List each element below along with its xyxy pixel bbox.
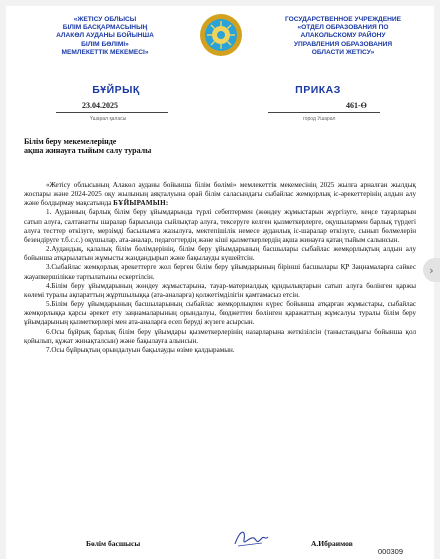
header-left [34,16,176,57]
subject-line: Білім беру мекемелерінде [24,137,117,146]
header-right [260,16,426,57]
document-page [6,6,434,559]
header-left-line: АЛАКӨЛ АУДАНЫ БОЙЫНША [56,32,154,40]
intro-text: «Жетісу облысының Алакөл ауданы бойынша білім бөлімі» мемлекеттік мекемесінің 2025 жылға арналған жылдық жоспары және 2024-2025 оқу жылының аяқталуына орай білім саласындағы сыбайлас жемқорлық іс-әрекеттерінің алдын алу және болдырмау мақсатында [24,181,416,208]
paragraph-6: 6.Осы бұйрық барлық білім беру ұйымдары қызметкерлерінің назарларына жеткізілсін (таныстандығы бойынша қол қойылып, құжат жинақталсын) және бақылауға алынсын. [24,327,416,345]
doc-type-kazakh [66,84,166,96]
order-body [24,181,416,355]
order-word: БҰЙЫРАМЫН: [113,199,169,208]
city-kz: Үшарал қаласы [90,116,127,122]
paragraph-4: 4.Білім беру ұйымдарының жөндеу жұмыстарына, тауар-материалдық құндылықтарын сатып алуға бөлінген қаржы көлемі туралы ақпараттың жұртшылыққа (ата-аналарға) қолжетімділігін қамтамасыз етсін. [24,281,416,299]
state-emblem-icon [198,12,244,58]
header-left-line: «ЖЕТІСУ ОБЛЫСЫ [73,16,137,23]
header-right-line: ГОСУДАРСТВЕННОЕ УЧРЕЖДЕНИЕ [284,16,402,23]
document-serial-number: 000309 [378,547,404,556]
date-underline [56,112,168,113]
doc-title-kz: БҰЙРЫҚ [92,84,140,96]
doc-title-ru: ПРИКАЗ [295,84,341,96]
subject-line: ақша жинауға тыйым салу туралы [24,146,152,155]
signer-name: А.Ибраимов [311,539,353,548]
header-right-line: ОБЛАСТИ ЖЕТІСУ» [311,48,375,56]
intro-paragraph [24,181,416,208]
order-date: 23.04.2025 [82,101,118,110]
next-page-button[interactable] [423,258,440,282]
paragraph-7: 7.Осы бұйрықтың орындалуын бақылауды өзіме қалдырамын. [46,345,235,354]
header-left-line: БІЛІМ БАСҚАРМАСЫНЫҢ [62,24,148,32]
order-subject [24,137,151,155]
header-right-line: УПРАВЛЕНИЯ ОБРАЗОВАНИЯ [293,40,393,48]
city-ru: город Ушарал [303,116,336,122]
number-underline [268,112,380,113]
paragraph-5: 5.Білім беру ұйымдарының басшыларының сыбайлас жемқорлықпен күрес бойынша атқарған жұмыстары, сыбайлас жемқорлыққа қарсы әрекет ету заңнамаларының орындалуы, бюджеттен бөлінген қаражаттың жұмсалуы туралы білім беру ұйымдарының қызметкерлері мен ата-аналарға есеп беруді жүзеге асырсын. [24,300,416,327]
paragraph-1: 1. Ауданның барлық білім беру ұйымдарында түрлі себептермен (жөндеу жұмыстарын жүргізуге, кеңсе тауарларын сатып алуға, салтанатты шаралар барысында сыйлықтар алуға, тексеруге келген қызметкерлерге, оқушылармен барлық түрдегі алуға тесттер өткізуге, мерзімді басылымға жазылуға, мектепішілік немесе ауданлық іс-шаралар өткізуге, сынып бөлмелерін безендіруге т.б.с.с.) оқушылар, ата-аналар, педагогтердің және кіші қызметкерлердің ақша жинауға қатаң тыйым салынсын. [24,208,416,244]
signer-position: Бөлім басшысы [86,539,141,548]
header-left-line: МЕМЛЕКЕТТІК МЕКЕМЕСІ» [61,48,149,56]
header-left-line: БІЛІМ БӨЛІМІ» [81,40,129,48]
header-right-line: АЛАКОЛЬСКОМУ РАЙОНУ [300,32,386,40]
order-number: 461-Ө [346,101,367,110]
chevron-right-icon: › [429,263,434,277]
paragraph-2: 2.Аудандық, қалалық білім бөлімдерінің, білім беру ұйымдарының басшылары сыбайлас жемқорлықтың алдын алу бойынша атқарылатын жұмысты жандандырып және бақылауды күшейтсін. [24,245,416,263]
header-right-line: «ОТДЕЛ ОБРАЗОВАНИЯ ПО [297,24,389,32]
handwritten-signature [232,526,270,550]
doc-type-russian [268,84,368,96]
paragraph-3: 3.Сыбайлас жемқорлық әрекеттерге жол берген білім беру ұйымдарының бірінші басшылары ҚР Заңнамаларға сәйкес жауапкершілікке тартылатыны ескертілсін. [24,263,416,281]
